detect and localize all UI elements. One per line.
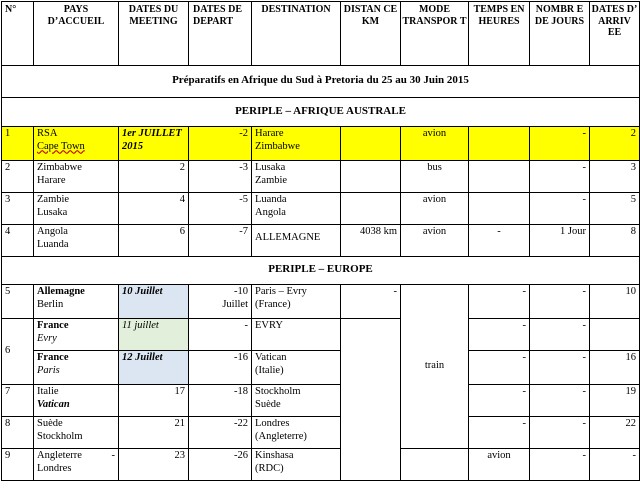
- row-arrivee: 3: [590, 161, 640, 193]
- dest-city: Londres: [255, 418, 290, 429]
- row-num: 7: [2, 385, 34, 417]
- header-num: N°: [2, 2, 34, 66]
- pays-country: Italie: [37, 386, 59, 397]
- header-jours: NOMBR E DE JOURS: [530, 2, 590, 66]
- pays-country: Angleterre: [37, 450, 82, 461]
- row-destination: [252, 351, 341, 385]
- row-num: 9: [2, 449, 34, 481]
- row-arrivee: 19: [590, 385, 640, 417]
- row-arrivee: 22: [590, 417, 640, 449]
- row-destination: [252, 417, 341, 449]
- row-distance-empty: [341, 319, 401, 481]
- row-depart: -7: [189, 225, 252, 257]
- row-pays: [34, 193, 119, 225]
- table-row: [2, 351, 640, 385]
- row-temps: [469, 193, 530, 225]
- dest-city: Harare: [255, 128, 284, 139]
- row-arrivee: 16: [590, 351, 640, 385]
- table-row: [2, 193, 640, 225]
- section-afrique: PERIPLE – AFRIQUE AUSTRALE: [2, 98, 640, 127]
- row-pays: [34, 449, 119, 481]
- pays-city: Evry: [37, 332, 57, 344]
- row-destination: [252, 385, 341, 417]
- row-destination: [252, 161, 341, 193]
- row-jours: -: [530, 285, 590, 319]
- row-pays: [34, 417, 119, 449]
- row-depart: [189, 285, 252, 319]
- row-depart: -26: [189, 449, 252, 481]
- row-distance: [341, 127, 401, 161]
- row-num: 4: [2, 225, 34, 257]
- row-meeting: 2: [119, 161, 189, 193]
- row-jours: 1 Jour: [530, 225, 590, 257]
- page-title: Préparatifs en Afrique du Sud à Pretoria du 25 au 30 Juin 2015: [2, 66, 640, 98]
- table-row: [2, 285, 640, 319]
- row-num: 3: [2, 193, 34, 225]
- pays-city: [37, 141, 115, 154]
- row-pays: [34, 385, 119, 417]
- row-meeting: 6: [119, 225, 189, 257]
- dest-city: Luanda: [255, 194, 287, 205]
- pays-city: Londres: [37, 462, 72, 474]
- header-temps: TEMPS EN HEURES: [469, 2, 530, 66]
- header-row: [2, 2, 640, 66]
- row-meeting: 12 Juillet: [119, 351, 189, 385]
- dest-city: Paris – Evry: [255, 286, 307, 297]
- row-mode: bus: [401, 161, 469, 193]
- table-row: [2, 225, 640, 257]
- row-jours: -: [530, 351, 590, 385]
- row-pays: [34, 161, 119, 193]
- row-destination: ALLEMAGNE: [252, 225, 341, 257]
- pays-country: Zimbabwe: [37, 162, 82, 173]
- row-temps: [469, 161, 530, 193]
- pays-country: Zambie: [37, 194, 70, 205]
- pays-country-line: [37, 450, 115, 463]
- dest-country: (France): [255, 298, 291, 310]
- row-depart: -16: [189, 351, 252, 385]
- row-temps: -: [469, 351, 530, 385]
- pays-city: Stockholm: [37, 430, 83, 442]
- row-meeting: 17: [119, 385, 189, 417]
- train-cell: train: [401, 285, 469, 449]
- row-num: 8: [2, 417, 34, 449]
- header-dates-depart: DATES DE DEPART: [189, 2, 252, 66]
- table-row: [2, 449, 640, 481]
- row-jours: -: [530, 319, 590, 351]
- table-row: [2, 161, 640, 193]
- pays-city: Paris: [37, 364, 60, 376]
- section-europe: PERIPLE – EUROPE: [2, 257, 640, 285]
- row-mode: avion: [401, 127, 469, 161]
- row-pays: [34, 225, 119, 257]
- row-depart: -3: [189, 161, 252, 193]
- row-mode: avion: [401, 225, 469, 257]
- row-num: 1: [2, 127, 34, 161]
- section-afrique-row: [2, 98, 640, 127]
- header-mode: MODE TRANSPOR T: [401, 2, 469, 66]
- header-distance: DISTAN CE KM: [341, 2, 401, 66]
- row-mode: avion: [401, 193, 469, 225]
- header-dates-meeting: DATES DU MEETING: [119, 2, 189, 66]
- row-pays: [34, 319, 119, 351]
- section-europe-row: [2, 257, 640, 285]
- dest-country: (RDC): [255, 462, 284, 474]
- row-mode: avion: [469, 449, 530, 481]
- row-meeting: 23: [119, 449, 189, 481]
- row-meeting: 11 juillet: [119, 319, 189, 351]
- row-jours: -: [530, 193, 590, 225]
- pays-country: RSA: [37, 128, 58, 139]
- row-arrivee: 8: [590, 225, 640, 257]
- dest-country: (Italie): [255, 364, 284, 376]
- row-meeting: 10 Juillet: [119, 285, 189, 319]
- row-depart: -22: [189, 417, 252, 449]
- row-meeting: 21: [119, 417, 189, 449]
- row-jours: -: [530, 417, 590, 449]
- pays-city-text: Cape Town: [37, 140, 85, 152]
- dest-country: Angola: [255, 206, 286, 218]
- pays-city: Vatican: [37, 398, 70, 410]
- pays-dash: -: [111, 450, 115, 461]
- row-distance-empty: [401, 449, 469, 481]
- table-row: [2, 127, 640, 161]
- header-pays: PAYS D’ACCUEIL: [34, 2, 119, 66]
- row-temps: [469, 127, 530, 161]
- row-arrivee: 10: [590, 285, 640, 319]
- pays-city: Lusaka: [37, 206, 68, 218]
- dest-country: Suède: [255, 398, 281, 410]
- row-pays: [34, 127, 119, 161]
- header-destination: DESTINATION: [252, 2, 341, 66]
- depart-month: Juillet: [222, 298, 248, 310]
- row-destination: [252, 285, 341, 319]
- row-temps: -: [469, 319, 530, 351]
- dest-city: Kinshasa: [255, 450, 294, 461]
- row-arrivee: [590, 319, 640, 351]
- row-destination: [252, 127, 341, 161]
- row-jours: -: [530, 385, 590, 417]
- row-temps: -: [469, 285, 530, 319]
- row-destination: [252, 449, 341, 481]
- row-distance: [341, 193, 401, 225]
- pays-country: France: [37, 352, 69, 363]
- pays-country: Angola: [37, 226, 68, 237]
- row-distance: 4038 km: [341, 225, 401, 257]
- table-row: [2, 417, 640, 449]
- pays-city: Luanda: [37, 238, 69, 250]
- row-distance: -: [341, 285, 401, 319]
- row-pays: [34, 351, 119, 385]
- dest-city: Lusaka: [255, 162, 286, 173]
- dest-country: Zambie: [255, 174, 288, 186]
- row-depart: -18: [189, 385, 252, 417]
- row-destination: EVRY: [252, 319, 341, 351]
- row-arrivee: 2: [590, 127, 640, 161]
- row-distance: [341, 161, 401, 193]
- dest-country: Zimbabwe: [255, 140, 300, 152]
- row-jours: -: [530, 161, 590, 193]
- table-row: [2, 319, 640, 351]
- row-depart: -2: [189, 127, 252, 161]
- title-row: [2, 66, 640, 98]
- pays-country: Allemagne: [37, 286, 85, 297]
- row-arrivee: 5: [590, 193, 640, 225]
- pays-city: Harare: [37, 174, 66, 186]
- pays-country: France: [37, 320, 69, 331]
- row-destination: [252, 193, 341, 225]
- row-pays: [34, 285, 119, 319]
- depart-day: -10: [234, 286, 248, 297]
- row-meeting: 1er JUILLET 2015: [119, 127, 189, 161]
- row-depart: -: [189, 319, 252, 351]
- row-temps: -: [530, 449, 590, 481]
- row-temps: -: [469, 385, 530, 417]
- dest-country: (Angleterre): [255, 430, 307, 442]
- row-temps: -: [469, 225, 530, 257]
- pays-country: Suède: [37, 418, 63, 429]
- header-arrivee: DATES D’ ARRIV EE: [590, 2, 640, 66]
- row-temps: -: [469, 417, 530, 449]
- itinerary-table: [1, 1, 640, 481]
- row-num: 6: [2, 319, 34, 385]
- dest-city: Stockholm: [255, 386, 301, 397]
- dest-city: Vatican: [255, 352, 287, 363]
- row-meeting: 4: [119, 193, 189, 225]
- row-num: 2: [2, 161, 34, 193]
- row-jours: -: [530, 127, 590, 161]
- row-num: 5: [2, 285, 34, 319]
- row-jours: -: [590, 449, 640, 481]
- row-depart: -5: [189, 193, 252, 225]
- table-row: [2, 385, 640, 417]
- pays-city: Berlin: [37, 298, 64, 310]
